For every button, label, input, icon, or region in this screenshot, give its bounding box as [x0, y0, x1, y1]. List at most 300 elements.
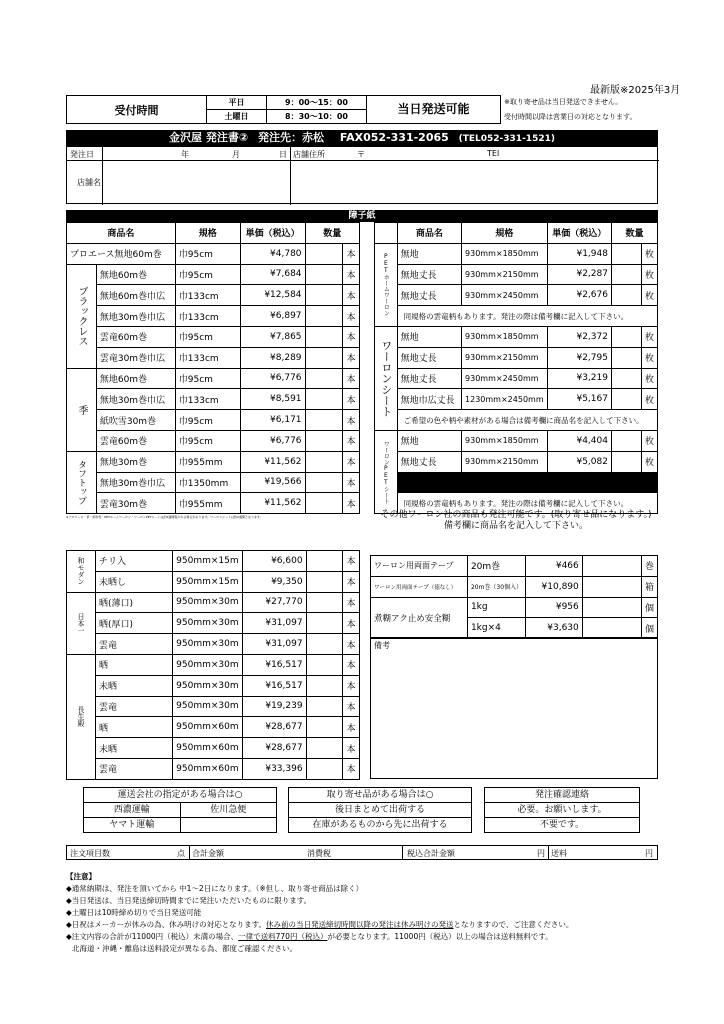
shipping-fee-label: 送料: [551, 849, 567, 858]
product-price: ¥28,677: [242, 717, 306, 738]
notes-block: [66, 871, 666, 955]
quantity-input[interactable]: [582, 618, 641, 639]
weekday-time: 9：00～15：00: [267, 96, 367, 110]
confirm-noneed-option[interactable]: 不要です。: [539, 820, 585, 830]
unit-label: 本: [343, 717, 360, 738]
quantity-input[interactable]: [305, 389, 342, 410]
form-title: 金沢屋 発注書②: [169, 131, 249, 144]
table-row: [67, 717, 360, 738]
unit-label: 枚: [641, 347, 657, 368]
unit-label: 本: [342, 306, 359, 327]
note-text: ◆注文内容の合計が11000円（税込）未満の場合、: [66, 932, 239, 941]
year-label: 年: [181, 150, 189, 159]
notes-title: 【注意】: [66, 872, 96, 881]
table-row: [375, 285, 658, 306]
carrier-title: 運送会社の指定がある場合は○: [84, 788, 276, 803]
product-spec: 950mm×30m: [173, 613, 242, 634]
product-name: 無地丈長: [397, 285, 461, 306]
remarks-label: 備考: [374, 641, 390, 650]
other-note-1: その他ワーロン社の商品も発注可能です。(取り寄せ品になります。): [380, 510, 652, 520]
product-name: 無地: [397, 243, 461, 264]
header-name: 商品名: [67, 223, 176, 244]
product-price: ¥7,684: [240, 264, 305, 285]
product-spec: 930mm×2450mm: [462, 368, 548, 389]
table-row: [67, 472, 360, 493]
product-spec: 1230mm×2450mm: [462, 389, 548, 410]
product-name: 未晒し: [96, 571, 173, 592]
quantity-input[interactable]: [306, 551, 342, 572]
product-price: ¥1,948: [547, 243, 611, 264]
product-price: ¥10,890: [526, 576, 583, 597]
product-spec: 930mm×2150mm: [462, 451, 548, 472]
unit-label: 本: [343, 675, 360, 696]
product-name: 無地30m巻巾広: [96, 306, 175, 327]
product-price: ¥28,677: [242, 738, 306, 759]
table-row: [67, 551, 360, 572]
product-spec: 巾1350mm: [175, 472, 240, 493]
unit-label: 本: [342, 347, 359, 368]
product-price: ¥6,600: [242, 551, 306, 572]
unit-label: 巻: [641, 556, 657, 577]
quantity-input[interactable]: [582, 597, 641, 618]
reception-table: [66, 95, 367, 124]
product-price: ¥27,770: [242, 592, 306, 613]
quantity-input[interactable]: [611, 243, 641, 264]
table-row: [371, 576, 658, 597]
product-name: 晒: [96, 717, 173, 738]
group-warlon-pet-sheet: ワーロンPETシート: [375, 430, 398, 513]
product-price: ¥12,584: [240, 285, 305, 306]
product-spec: 巾133cm: [175, 306, 240, 327]
quantity-input[interactable]: [305, 493, 342, 514]
table-row: [67, 389, 360, 410]
table-row: [67, 634, 360, 655]
product-spec: 20m巻: [467, 556, 525, 577]
yen-label: 円: [537, 849, 545, 858]
product-name: 無地30m巻: [96, 451, 175, 472]
quantity-input[interactable]: [306, 634, 342, 655]
unit-label: 本: [342, 264, 359, 285]
weekday-label: 平日: [207, 96, 267, 110]
product-name: 煮糊アク止め安全糊: [371, 597, 468, 639]
quantity-input[interactable]: [582, 556, 641, 577]
quantity-input[interactable]: [305, 451, 342, 472]
quantity-input[interactable]: [305, 243, 342, 264]
washi-table: [66, 550, 360, 780]
warlon-pet-note: 同規格の雲竜柄もあります。発注の際は備考欄に記入して下さい。: [397, 493, 657, 514]
product-spec: 巾95cm: [175, 243, 240, 264]
saturday-label: 土曜日: [207, 110, 267, 124]
note-text: が必要となります。11000円（税込）以上の場合は送料無料です。: [327, 932, 553, 941]
note-text-underlined: 休み前の当日発送締切時間以降の発注は休み明けの発送: [266, 920, 454, 929]
quantity-input[interactable]: [305, 347, 342, 368]
quantity-input[interactable]: [305, 410, 342, 431]
product-name: 雲竜60m巻: [96, 430, 175, 451]
table-row: [375, 347, 658, 368]
quantity-input[interactable]: [305, 326, 342, 347]
product-name: 雲竜30m巻巾広: [96, 347, 175, 368]
product-name: 無地60m巻: [96, 264, 175, 285]
product-spec: 950mm×30m: [173, 592, 242, 613]
unit-label: 本: [342, 472, 359, 493]
product-price: ¥31,097: [242, 613, 306, 634]
product-price: ¥16,517: [242, 654, 306, 675]
product-price: ¥4,404: [547, 430, 611, 451]
note-text: ◆日祝はメーカーが休みの為、休み明けの対応となります。: [66, 920, 267, 929]
unit-label: 枚: [641, 326, 657, 347]
unit-label: 本: [342, 451, 359, 472]
table-row: [67, 758, 360, 779]
unit-label: 本: [343, 551, 360, 572]
product-name: 無地巾広丈長: [397, 389, 461, 410]
order-date-label: 発注日: [70, 150, 94, 159]
product-name: 紙吹雪30m巻: [96, 410, 175, 431]
note-text-underlined: 一律で送料770円（税込）: [238, 932, 328, 941]
carrier-box: [83, 787, 277, 833]
tel-label: TEl: [487, 149, 500, 158]
product-name: 無地丈長: [397, 451, 461, 472]
ship-first-option[interactable]: 在庫があるものから先に出荷する: [312, 820, 448, 830]
group-ki: 季: [67, 368, 97, 451]
table-row: [375, 451, 658, 472]
group-blackless: ブラックレス: [67, 264, 97, 368]
product-price: ¥5,082: [547, 451, 611, 472]
quantity-input[interactable]: [305, 285, 342, 306]
unit-label: 本: [343, 758, 360, 779]
product-spec: 1kg×4: [467, 618, 525, 639]
quantity-input[interactable]: [611, 347, 641, 368]
group-warlon-sheet: ワーロンシート: [375, 326, 398, 430]
confirm-need-option[interactable]: 必要。お願いします。: [485, 803, 639, 818]
product-name: 雲竜60m巻: [96, 326, 175, 347]
note-line: [66, 931, 666, 943]
table-row: [67, 675, 360, 696]
product-name: 無地60m巻巾広: [96, 285, 175, 306]
note-line: ◆当日発送は、当日発送締切時間までに発注いただいたものに限ります。: [66, 896, 312, 905]
group-choseiden: 長生殿: [67, 654, 96, 779]
header-price: 単価（税込）: [240, 223, 305, 244]
note-line: 北海道・沖縄・離島は送料設定が異なる為、都度ご確認ください。: [72, 944, 297, 953]
unit-label: 本: [342, 326, 359, 347]
product-spec: 巾95cm: [175, 430, 240, 451]
quantity-input[interactable]: [306, 571, 342, 592]
quantity-input[interactable]: [306, 675, 342, 696]
quantity-input[interactable]: [611, 264, 641, 285]
unit-label: 本: [342, 410, 359, 431]
product-spec: 930mm×1850mm: [462, 430, 548, 451]
table-row: [67, 738, 360, 759]
quantity-input[interactable]: [305, 368, 342, 389]
note-line: ◆土曜日は10時締め切りで当日発送可能: [66, 908, 202, 917]
group-tough-top: タフトップ: [67, 451, 97, 513]
header-qty: 数量: [611, 223, 657, 244]
product-spec: 950mm×30m: [173, 696, 242, 717]
product-name: 無地丈長: [397, 347, 461, 368]
month-label: 月: [232, 150, 240, 159]
carrier-sagawa[interactable]: 佐川急便: [210, 805, 247, 815]
header-qty: 数量: [305, 223, 359, 244]
product-price: ¥11,562: [240, 493, 305, 514]
product-price: ¥2,287: [547, 264, 611, 285]
quantity-input[interactable]: [611, 326, 641, 347]
header-price: 単価（税込）: [547, 223, 611, 244]
quantity-input[interactable]: [305, 264, 342, 285]
product-price: ¥6,171: [240, 410, 305, 431]
unit-label: 本: [343, 592, 360, 613]
product-spec: 巾95cm: [175, 264, 240, 285]
product-spec: 巾133cm: [175, 389, 240, 410]
unit-label: 枚: [641, 368, 657, 389]
product-price: ¥956: [526, 597, 583, 618]
product-price: ¥11,562: [240, 451, 305, 472]
product-spec: 930mm×1850mm: [462, 243, 548, 264]
unit-label: 本: [342, 368, 359, 389]
reception-note-2: 受付時間以降は営業日の対応となります。: [504, 113, 637, 121]
product-price: ¥19,239: [242, 696, 306, 717]
header-name: 商品名: [397, 223, 461, 244]
postal-mark: 〒: [357, 150, 365, 159]
unit-label: 本: [343, 696, 360, 717]
items-unit: 点: [177, 849, 185, 858]
product-spec: 950mm×60m: [173, 758, 242, 779]
table-row: [375, 389, 658, 410]
unit-label: 本: [343, 571, 360, 592]
title-bar: [66, 130, 658, 146]
unit-label: 本: [343, 634, 360, 655]
product-spec: 巾133cm: [175, 347, 240, 368]
product-spec: 巾95cm: [175, 410, 240, 431]
shoji-right-table: [374, 222, 658, 514]
product-price: ¥2,372: [547, 326, 611, 347]
table-row: [375, 326, 658, 347]
product-name: 無地30m巻巾広: [96, 389, 175, 410]
unit-label: 個: [641, 597, 657, 618]
product-spec: 930mm×1850mm: [462, 326, 548, 347]
table-row: [67, 654, 360, 675]
quantity-input[interactable]: [305, 306, 342, 327]
product-price: ¥9,350: [242, 571, 306, 592]
other-note: [374, 510, 658, 532]
header-spec: 規格: [462, 223, 548, 244]
misc-table: [370, 555, 658, 639]
backorder-title: 取り寄せ品がある場合は○: [289, 788, 471, 803]
pet-note: 同規格の雲竜柄もあります。発注の際は備考欄に記入して下さい。: [397, 306, 657, 327]
unit-label: 本: [342, 285, 359, 306]
product-spec: 巾955mm: [175, 493, 240, 514]
unit-label: 本: [343, 613, 360, 634]
quantity-input[interactable]: [306, 717, 342, 738]
product-name: ワーロン用両面テープ: [371, 556, 468, 577]
product-spec: 950mm×15m: [173, 571, 242, 592]
table-row: [67, 285, 360, 306]
shoji-left-table: [66, 222, 360, 514]
note-text: となりますので、ご注意ください。: [453, 920, 574, 929]
unit-label: 本: [342, 493, 359, 514]
tiny-note: ※プロエース・季・紙吹雪・PETホームワーロン・ワーロンPETシートは約2週間程かかる場合があります。ワーロンシートは約2週間となります。: [66, 515, 263, 519]
saturday-time: 8：30～10：00: [267, 110, 367, 124]
table-row: [67, 493, 360, 514]
quantity-input[interactable]: [305, 472, 342, 493]
quantity-input[interactable]: [306, 613, 342, 634]
unit-label: 枚: [641, 264, 657, 285]
product-spec: 巾95cm: [175, 368, 240, 389]
product-spec: 930mm×2450mm: [462, 285, 548, 306]
items-count-label: 注文項目数: [70, 849, 110, 858]
product-spec: 950mm×60m: [173, 738, 242, 759]
unit-label: 本: [343, 654, 360, 675]
quantity-input[interactable]: [611, 389, 641, 410]
quantity-input[interactable]: [306, 592, 342, 613]
day-label: 日: [279, 150, 287, 159]
order-destination: 発注先：赤松: [258, 131, 325, 144]
table-row: [67, 264, 360, 285]
product-price: ¥7,865: [240, 326, 305, 347]
quantity-input[interactable]: [306, 654, 342, 675]
product-name: 無地: [397, 430, 461, 451]
remarks-field[interactable]: [370, 637, 658, 779]
product-price: ¥2,795: [547, 347, 611, 368]
product-name: 無地: [397, 326, 461, 347]
unit-label: 枚: [641, 243, 657, 264]
group-wa-modern: 和モダン: [67, 551, 96, 593]
carrier-yamato[interactable]: ヤマト運輸: [84, 818, 181, 832]
unit-label: 枚: [641, 389, 657, 410]
product-spec: 巾955mm: [175, 451, 240, 472]
product-spec: 20m巻（30個入）: [467, 576, 525, 597]
quantity-input[interactable]: [306, 758, 342, 779]
product-name: 未晒: [96, 738, 173, 759]
product-price: ¥5,167: [547, 389, 611, 410]
note-line: ◆通常納期は、発注を頂いてから 中1～2日になります。（※但し、取り寄せ商品は除く）: [66, 884, 364, 893]
ship-later-option[interactable]: 後日まとめて出荷する: [289, 803, 471, 818]
group-pet-home-warlon: PETホームワーロン: [375, 243, 398, 326]
carrier-seino[interactable]: 西濃運輸: [84, 803, 181, 817]
fax-number: FAX052-331-2065: [339, 131, 449, 144]
table-row: [371, 597, 658, 618]
table-row: [67, 613, 360, 634]
table-row: [67, 326, 360, 347]
totals-row: [66, 845, 658, 860]
unit-label: 枚: [641, 451, 657, 472]
quantity-input[interactable]: [305, 430, 342, 451]
other-note-2: 備考欄に商品名を記入して下さい。: [443, 521, 588, 531]
product-spec: 巾133cm: [175, 285, 240, 306]
product-price: ¥31,097: [242, 634, 306, 655]
table-row: [67, 571, 360, 592]
product-spec: 巾95cm: [175, 326, 240, 347]
product-price: ¥6,776: [240, 368, 305, 389]
product-price: ¥33,396: [242, 758, 306, 779]
order-info-box: [66, 146, 658, 204]
product-name: 雲竜: [96, 634, 173, 655]
table-row: [67, 696, 360, 717]
backorder-box: [288, 787, 472, 833]
product-spec: 1kg: [467, 597, 525, 618]
product-price: ¥6,897: [240, 306, 305, 327]
product-spec: 950mm×30m: [173, 675, 242, 696]
product-name: プロエース無地60m巻: [67, 243, 176, 264]
group-nihon-ichi: 日本一: [67, 592, 96, 654]
product-name: 無地60m巻: [96, 368, 175, 389]
product-name: 雲竜30m巻: [96, 493, 175, 514]
table-row: [67, 410, 360, 431]
product-price: ¥6,776: [240, 430, 305, 451]
product-spec: 930mm×2150mm: [462, 347, 548, 368]
product-name: 雲竜: [96, 758, 173, 779]
table-row: [375, 368, 658, 389]
tel-number: (TEL052-331-1521): [458, 134, 555, 144]
confirm-title: 発注確認連絡: [485, 788, 639, 803]
quantity-input[interactable]: [306, 696, 342, 717]
unit-label: 個: [641, 618, 657, 639]
header-spec: 規格: [175, 223, 240, 244]
warlon-note: ご希望の色や柄や素材がある場合は備考欄に商品名を記入して下さい。: [397, 410, 657, 431]
black-bar: [397, 472, 657, 493]
product-price: ¥4,780: [240, 243, 305, 264]
product-name: 晒(薄口): [96, 592, 173, 613]
version-label: 最新版※2025年3月: [590, 85, 681, 96]
product-spec: 950mm×15m: [173, 551, 242, 572]
table-row: [67, 368, 360, 389]
reception-label: 受付時間: [67, 96, 207, 124]
unit-label: 枚: [641, 285, 657, 306]
yen-label-2: 円: [645, 849, 653, 858]
quantity-input[interactable]: [582, 576, 641, 597]
product-price: ¥8,289: [240, 347, 305, 368]
quantity-input[interactable]: [611, 285, 641, 306]
tax-in-total-label: 税込合計金額: [407, 849, 455, 858]
table-row: [67, 347, 360, 368]
address-label: 店舗住所: [293, 150, 325, 159]
store-name-label: 店舗名: [77, 178, 101, 187]
unit-label: 本: [342, 430, 359, 451]
quantity-input[interactable]: [306, 738, 342, 759]
product-price: ¥3,630: [526, 618, 583, 639]
table-row: [371, 556, 658, 577]
table-row: [375, 264, 658, 285]
reception-note-1: ※取り寄せ品は当日発送できません。: [504, 98, 623, 106]
unit-label: 枚: [641, 430, 657, 451]
table-row: [67, 451, 360, 472]
table-row: [375, 243, 658, 264]
unit-label: 本: [342, 243, 359, 264]
table-row: [67, 592, 360, 613]
product-price: ¥2,676: [547, 285, 611, 306]
product-name: 無地丈長: [397, 368, 461, 389]
unit-label: 箱: [641, 576, 657, 597]
product-price: ¥3,219: [547, 368, 611, 389]
product-spec: 950mm×30m: [173, 654, 242, 675]
product-price: ¥466: [526, 556, 583, 577]
product-name: 雲竜: [96, 696, 173, 717]
note-line: [66, 919, 666, 931]
product-name: 晒(厚口): [96, 613, 173, 634]
table-row: [67, 243, 360, 264]
product-spec: 950mm×60m: [173, 717, 242, 738]
section-title: 障子紙: [66, 210, 658, 222]
product-name: ワーロン用両面テープ（徳なし）: [371, 576, 468, 597]
product-price: ¥19,566: [240, 472, 305, 493]
unit-label: 本: [343, 738, 360, 759]
product-name: 晒: [96, 654, 173, 675]
quantity-input[interactable]: [611, 430, 641, 451]
table-row: [67, 306, 360, 327]
table-row: [67, 430, 360, 451]
quantity-input[interactable]: [611, 368, 641, 389]
product-spec: 930mm×2150mm: [462, 264, 548, 285]
quantity-input[interactable]: [611, 451, 641, 472]
same-day-label: 当日発送可能: [366, 95, 501, 124]
